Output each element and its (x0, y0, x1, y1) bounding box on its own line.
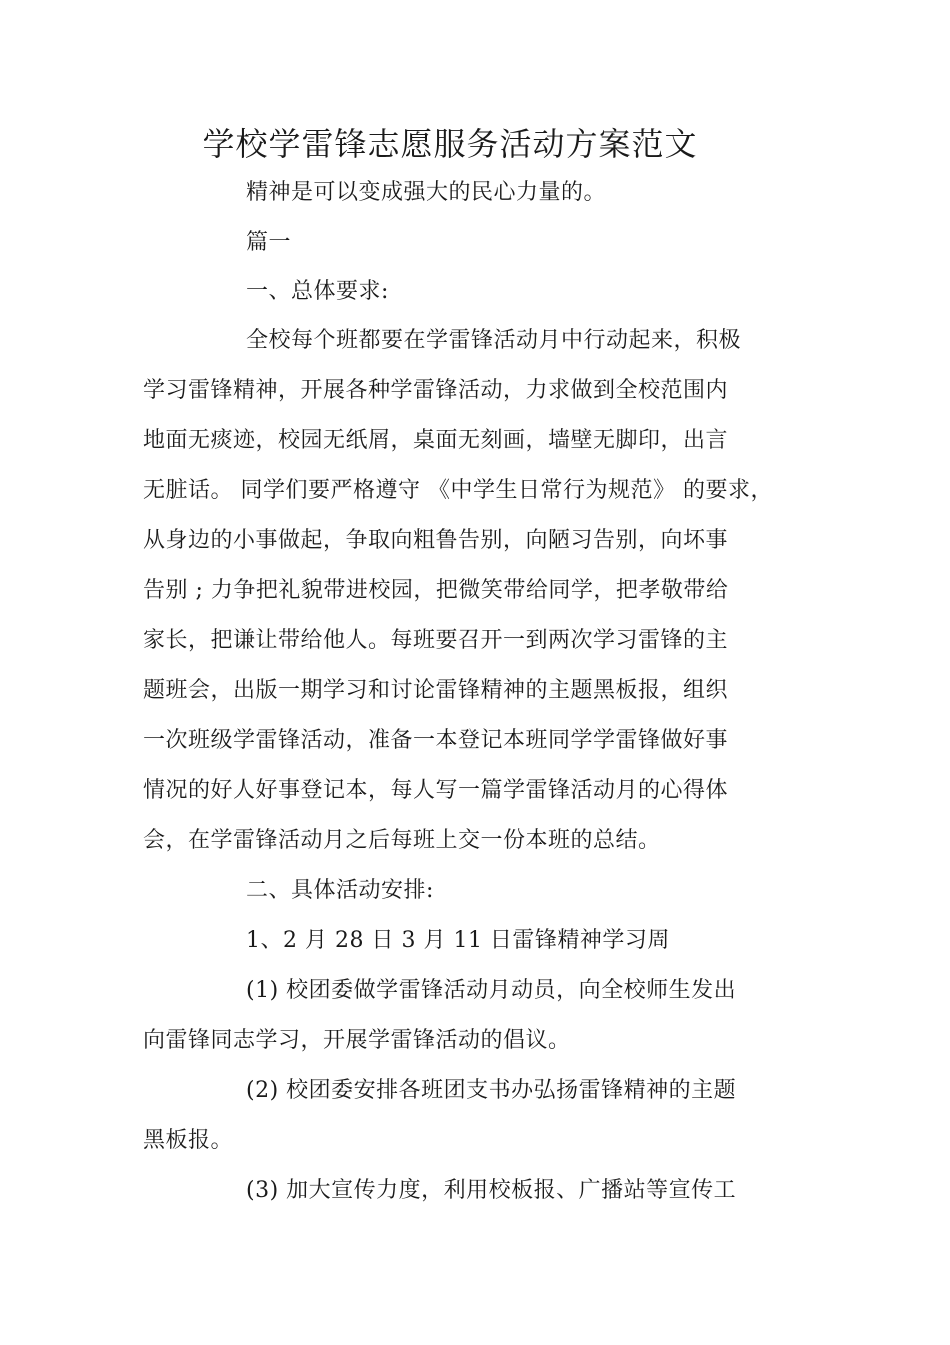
paragraph-line: 地面无痰迹，校园无纸屑，桌面无刻画，墙壁无脚印，出言 (143, 428, 729, 453)
paragraph-line: 情况的好人好事登记本，每人写一篇学雷锋活动月的心得体 (143, 778, 729, 803)
paragraph-line: (3) 加大宣传力度，利用校板报、广播站等宣传工 (246, 1178, 737, 1203)
paragraph-line: 会，在学雷锋活动月之后每班上交一份本班的总结。 (143, 828, 661, 853)
paragraph-line: 告别 ; 力争把礼貌带进校园，把微笑带给同学，把孝敬带给 (143, 578, 729, 603)
document-title: 学校学雷锋志愿服务活动方案范文 (202, 125, 698, 163)
paragraph-line: 无脏话。 同学们要严格遵守 《中学生日常行为规范》 的要求， (143, 478, 773, 503)
paragraph-line: 从身边的小事做起，争取向粗鲁告别，向陋习告别，向坏事 (143, 528, 729, 553)
paragraph-line: 学习雷锋精神，开展各种学雷锋活动，力求做到全校范围内 (143, 378, 729, 403)
section-heading: 二、具体活动安排: (246, 878, 434, 903)
paragraph-line: 精神是可以变成强大的民心力量的。 (246, 180, 607, 205)
section-heading: 一、总体要求: (246, 279, 389, 304)
paragraph-line: 黑板报。 (143, 1128, 234, 1153)
paragraph-line: 一次班级学雷锋活动，准备一本登记本班同学学雷锋做好事 (143, 728, 729, 753)
paragraph-line: (1) 校团委做学雷锋活动月动员，向全校师生发出 (246, 978, 737, 1003)
paragraph-line: 题班会，出版一期学习和讨论雷锋精神的主题黑板报，组织 (143, 678, 729, 703)
paragraph-line: 向雷锋同志学习，开展学雷锋活动的倡议。 (143, 1028, 571, 1053)
subsection-heading: 1、2 月 28 日 3 月 11 日雷锋精神学习周 (246, 928, 670, 953)
paragraph-line: (2) 校团委安排各班团支书办弘扬雷锋精神的主题 (246, 1078, 737, 1103)
paragraph-line: 全校每个班都要在学雷锋活动月中行动起来，积极 (246, 328, 742, 353)
paragraph-line: 家长，把谦让带给他人。每班要召开一到两次学习雷锋的主 (143, 628, 729, 653)
section-heading: 篇一 (246, 230, 292, 255)
